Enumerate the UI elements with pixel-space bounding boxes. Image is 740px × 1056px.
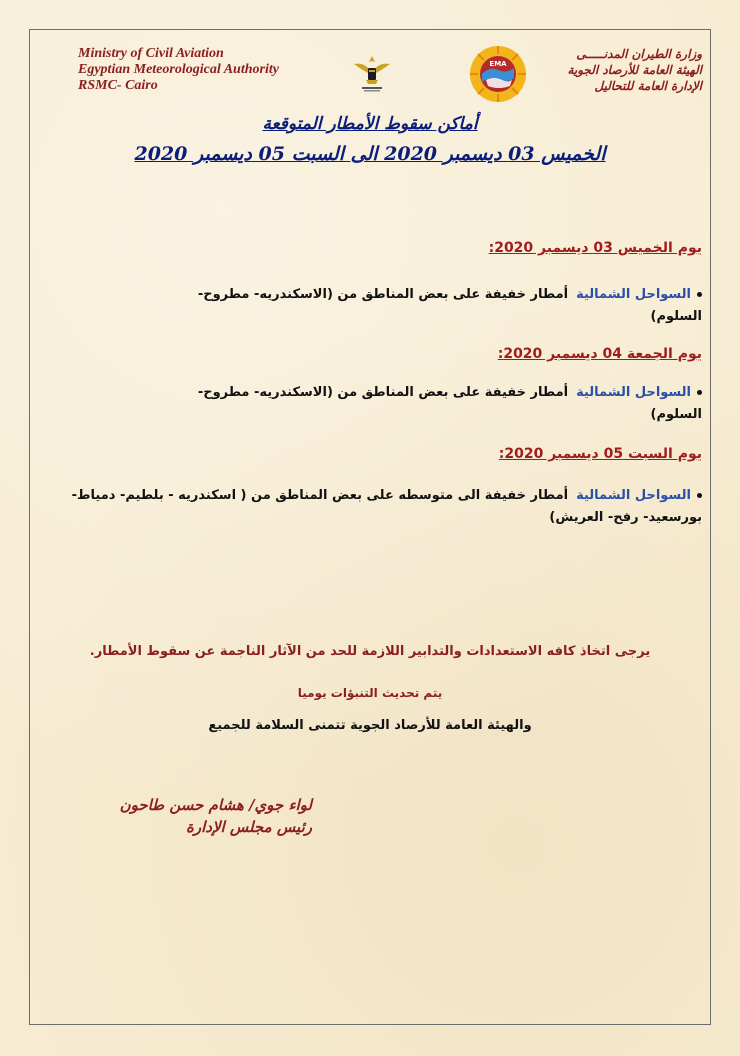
page-title (0, 114, 740, 134)
header-ministry-ar: وزارة الطيران المدنـــــى (576, 47, 702, 61)
bullet-icon (697, 292, 702, 297)
closing-notice: والهيئة العامة للأرصاد الجوية تتمنى السلامة للجميع (208, 718, 532, 733)
page-subtitle-text: الخميس 03 ديسمبر 2020 الى السبت 05 ديسمبر 2020 (134, 143, 606, 165)
header-arabic (567, 46, 702, 94)
forecast-region: السواحل الشمالية (576, 488, 691, 503)
header-rsmc: RSMC- Cairo (78, 78, 158, 93)
forecast-item-3 (62, 485, 702, 529)
day-heading-2: يوم الجمعة 04 ديسمبر 2020: (497, 346, 702, 362)
bullet-icon (697, 390, 702, 395)
eagle-emblem-icon (352, 52, 392, 94)
forecast-text: أمطار خفيفة على بعض المناطق من (الاسكندريه- مطروح- السلوم) (197, 287, 702, 324)
forecast-text: أمطار خفيفة على بعض المناطق من (الاسكندريه- مطروح- السلوم) (197, 385, 702, 422)
signatory-title: رئيس مجلس الإدارة (186, 818, 312, 836)
bullet-icon (697, 493, 702, 498)
header-english (78, 46, 279, 94)
header-authority: Egyptian Meteorological Authority (78, 62, 279, 77)
forecast-text: أمطار خفيفة الى متوسطه على بعض المناطق من ( اسكندريه - بلطيم- دمياط- بورسعيد- رفح- العريش) (71, 488, 702, 525)
day-heading-3: يوم السبت 05 ديسمبر 2020: (498, 446, 702, 462)
forecast-item-2 (182, 382, 702, 426)
header-ministry: Ministry of Civil Aviation (78, 46, 224, 61)
ema-logo-icon (468, 44, 528, 104)
forecast-region: السواحل الشمالية (576, 385, 691, 400)
page-subtitle (0, 143, 740, 165)
page-title-text: أماكن سقوط الأمطار المتوقعة (262, 114, 478, 134)
forecast-region: السواحل الشمالية (576, 287, 691, 302)
forecast-item-1 (182, 284, 702, 328)
warning-notice: يرجى اتخاذ كافه الاستعدادات والتدابير اللازمة للحد من الآثار الناجمة عن سقوط الأمطار. (89, 644, 651, 659)
signatory-name: لواء جوي/ هشام حسن طاحون (119, 796, 312, 814)
header-analysis-ar: الإدارة العامة للتحاليل (594, 79, 702, 93)
update-notice: يتم تحديث التنبؤات يوميا (297, 686, 443, 700)
logo-text: EMA (489, 60, 507, 68)
day-heading-1: يوم الخميس 03 ديسمبر 2020: (488, 240, 702, 256)
header-authority-ar: الهيئة العامة للأرصاد الجوية (567, 63, 702, 77)
